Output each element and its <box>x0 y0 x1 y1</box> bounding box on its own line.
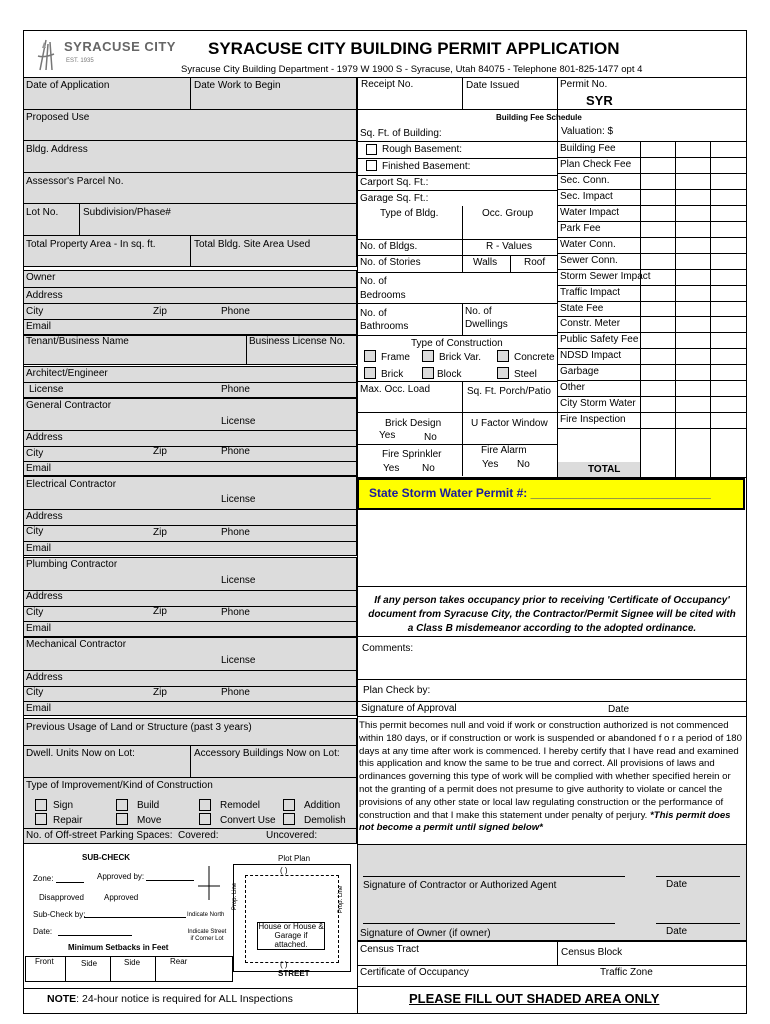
mechanical-contractor-label: Mechanical Contractor <box>26 639 127 650</box>
mc-phone-label: Phone <box>221 687 250 698</box>
business-license-label: Business License No. <box>249 336 346 347</box>
walls-label: Walls <box>473 257 498 268</box>
frame-checkbox[interactable] <box>364 350 376 362</box>
brick-var-checkbox[interactable] <box>422 350 434 362</box>
brick-design-yes[interactable]: Yes <box>379 430 396 441</box>
setback-front: Front <box>35 957 54 966</box>
demolish-checkbox[interactable] <box>283 813 295 825</box>
plot-paren-top: ( ) <box>280 866 288 875</box>
fee-label: Sewer Conn. <box>560 255 618 266</box>
pc-email-label: Email <box>26 623 52 634</box>
subcheck-by-label: Sub-Check by: <box>33 910 86 919</box>
convert-use-label: Convert Use <box>220 815 276 826</box>
setback-side-1: Side <box>81 959 98 968</box>
carport-label: Carport Sq. Ft.: <box>360 177 429 188</box>
approved-label: Approved <box>104 893 139 902</box>
fee-label: Building Fee <box>560 143 616 154</box>
owner-zip-label: Zip <box>153 306 167 317</box>
pc-license-label: License <box>221 575 256 586</box>
sig-owner-label: Signature of Owner (if owner) <box>360 928 491 939</box>
fee-schedule-title: Building Fee Schedule <box>496 113 582 122</box>
plumbing-contractor-label: Plumbing Contractor <box>26 559 118 570</box>
permit-prefix: SYR <box>586 93 613 108</box>
date-of-application-label: Date of Application <box>26 80 110 91</box>
concrete-label: Concrete <box>514 352 555 363</box>
repair-checkbox[interactable] <box>35 813 47 825</box>
prop-line-right: Prop. Line <box>338 885 345 914</box>
fire-sprinkler-no[interactable]: No <box>422 463 435 474</box>
fee-label: Storm Sewer Impact <box>560 271 651 282</box>
receipt-no-label: Receipt No. <box>361 79 414 90</box>
no-of-bathrooms-label: No. of <box>360 308 387 319</box>
subdivision-label: Subdivision/Phase# <box>83 207 171 218</box>
covered-label: Covered: <box>178 830 219 841</box>
rough-basement-checkbox[interactable] <box>366 144 377 155</box>
mc-address-label: Address <box>26 672 63 683</box>
fee-label: Garbage <box>560 366 599 377</box>
architect-license-label: License <box>29 384 64 395</box>
fee-label: Sec. Conn. <box>560 175 610 186</box>
no-of-bedrooms-label: No. of <box>360 276 387 287</box>
subcheck-title: SUB-CHECK <box>82 853 130 862</box>
fee-label: Sec. Impact <box>560 191 613 202</box>
fee-label: Traffic Impact <box>560 287 621 298</box>
certificate-occupancy-label: Certificate of Occupancy <box>360 967 469 978</box>
setback-rear: Rear <box>170 957 188 966</box>
total-bldg-area-label: Total Bldg. Site Area Used <box>194 239 311 250</box>
census-block-label: Census Block <box>561 947 623 958</box>
owner-label: Owner <box>26 272 56 283</box>
concrete-checkbox[interactable] <box>497 350 509 362</box>
plot-paren-bottom: ( ) <box>280 960 288 969</box>
subcheck-date-label: Date: <box>33 927 53 936</box>
steel-label: Steel <box>514 369 537 380</box>
indicate-north-label: Indicate North <box>187 912 225 918</box>
plot-plan-label: Plot Plan <box>278 854 311 863</box>
convert-use-checkbox[interactable] <box>199 813 211 825</box>
fee-label: City Storm Water <box>560 398 636 409</box>
census-tract-label: Census Tract <box>360 944 419 955</box>
sign-label: Sign <box>53 800 74 811</box>
porch-patio-label: Sq. Ft. Porch/Patio <box>467 386 551 397</box>
dwellings-label: Dwellings <box>465 319 508 330</box>
mc-license-label: License <box>221 655 256 666</box>
fire-sprinkler-yes[interactable]: Yes <box>383 463 400 474</box>
ec-phone-label: Phone <box>221 527 250 538</box>
uncovered-label: Uncovered: <box>266 830 318 841</box>
occupancy-warning: If any person takes occupancy prior to receiving 'Certificate of Occupancy' document from Syracuse City, the Contractor/Permit Signee will be cited with a Class B misdemeanor according to the adopted ordinance. <box>368 595 736 634</box>
parking-label: No. of Off-street Parking Spaces: <box>26 830 173 841</box>
owner-address-label: Address <box>26 290 63 301</box>
build-checkbox[interactable] <box>116 799 128 811</box>
ec-license-label: License <box>221 494 256 505</box>
block-checkbox[interactable] <box>422 367 434 379</box>
sign-checkbox[interactable] <box>35 799 47 811</box>
brick-checkbox[interactable] <box>364 367 376 379</box>
storm-water-permit-label: State Storm Water Permit #: ___________________________ <box>369 486 711 500</box>
logo-sub: EST. 1935 <box>66 58 94 64</box>
disapproved-label: Disapproved <box>39 893 84 902</box>
general-contractor-label: General Contractor <box>26 400 112 411</box>
steel-checkbox[interactable] <box>497 367 509 379</box>
brick-var-label: Brick Var. <box>439 352 482 363</box>
permit-no-label: Permit No. <box>560 79 608 90</box>
brick-design-no[interactable]: No <box>424 432 437 443</box>
bldg-address-label: Bldg. Address <box>26 144 88 155</box>
roof-label: Roof <box>524 257 546 268</box>
indicate-street-label: Indicate Street if Corner Lot <box>187 929 227 942</box>
city-logo <box>34 36 176 72</box>
proposed-use-label: Proposed Use <box>26 112 90 123</box>
type-construction-label: Type of Construction <box>411 338 503 349</box>
pc-zip-label: Zip <box>153 606 167 617</box>
dwell-units-label: Dwell. Units Now on Lot: <box>26 748 135 759</box>
owner-email-label: Email <box>26 321 52 332</box>
inspection-note: NOTE: 24-hour notice is required for ALL Inspections <box>47 993 293 1005</box>
max-occ-load-label: Max. Occ. Load <box>360 384 431 395</box>
sig-contractor-label: Signature of Contractor or Authorized Agent <box>363 880 557 891</box>
bedrooms-label: Bedrooms <box>360 290 406 301</box>
date-work-begin-label: Date Work to Begin <box>194 80 281 91</box>
addition-checkbox[interactable] <box>283 799 295 811</box>
occ-group-label: Occ. Group <box>482 208 534 219</box>
ec-zip-label: Zip <box>153 527 167 538</box>
logo-text: SYRACUSE CITY <box>64 39 176 54</box>
total-property-area-label: Total Property Area - In sq. ft. <box>26 239 156 250</box>
plan-check-by-label: Plan Check by: <box>363 685 431 696</box>
ec-email-label: Email <box>26 543 52 554</box>
owner-city-label: City <box>26 306 44 317</box>
mc-zip-label: Zip <box>153 687 167 698</box>
gc-address-label: Address <box>26 432 63 443</box>
build-label: Build <box>137 800 160 811</box>
pc-phone-label: Phone <box>221 607 250 618</box>
fee-label: NDSD Impact <box>560 350 622 361</box>
fee-label: Water Conn. <box>560 239 616 250</box>
frame-label: Frame <box>381 352 410 363</box>
garage-label: Garage Sq. Ft.: <box>360 193 429 204</box>
repair-label: Repair <box>53 815 83 826</box>
sq-ft-building-label: Sq. Ft. of Building: <box>360 128 442 139</box>
gc-zip-label: Zip <box>153 446 167 457</box>
mc-city-label: City <box>26 687 44 698</box>
finished-basement-checkbox[interactable] <box>366 160 377 171</box>
gc-email-label: Email <box>26 463 52 474</box>
department-address: Syracuse City Building Department - 1979 W 1900 S - Syracuse, Utah 84075 - Telephone 801-825-1477 opt 4 <box>181 64 643 75</box>
street-label: STREET <box>278 969 310 978</box>
fire-sprinkler-label: Fire Sprinkler <box>382 449 442 460</box>
pc-address-label: Address <box>26 591 63 602</box>
brick-design-label: Brick Design <box>385 418 442 429</box>
fill-shaded-notice: PLEASE FILL OUT SHADED AREA ONLY <box>409 991 660 1006</box>
accessory-buildings-label: Accessory Buildings Now on Lot: <box>194 748 340 759</box>
u-factor-label: U Factor Window <box>471 418 548 429</box>
no-of-dwellings-label: No. of <box>465 306 492 317</box>
move-checkbox[interactable] <box>116 813 128 825</box>
rough-basement-label: Rough Basement: <box>382 144 463 155</box>
date-issued-label: Date Issued <box>466 80 520 91</box>
gc-phone-label: Phone <box>221 446 250 457</box>
total-label: TOTAL <box>588 464 621 475</box>
comments-label: Comments: <box>362 643 414 654</box>
ec-address-label: Address <box>26 511 63 522</box>
lot-no-label: Lot No. <box>26 207 59 218</box>
house-label: House or House & Garage if attached. <box>258 922 324 949</box>
demolish-label: Demolish <box>304 815 346 826</box>
gc-license-label: License <box>221 416 256 427</box>
page-title: SYRACUSE CITY BUILDING PERMIT APPLICATION <box>208 39 620 58</box>
parcel-no-label: Assessor's Parcel No. <box>26 176 124 187</box>
r-values-label: R - Values <box>486 241 532 252</box>
remodel-checkbox[interactable] <box>199 799 211 811</box>
tenant-label: Tenant/Business Name <box>26 336 129 347</box>
zone-label: Zone: <box>33 874 54 883</box>
sig-owner-date: Date <box>666 926 688 937</box>
addition-label: Addition <box>304 800 341 811</box>
fee-label: Constr. Meter <box>560 318 621 329</box>
prop-line-left: Prop. Line <box>232 882 239 911</box>
type-improvement-label: Type of Improvement/Kind of Construction <box>26 780 213 791</box>
min-setbacks-label: Minimum Setbacks in Feet <box>68 943 169 952</box>
traffic-zone-label: Traffic Zone <box>600 967 653 978</box>
fee-label: Park Fee <box>560 223 601 234</box>
architect-phone-label: Phone <box>221 384 250 395</box>
setback-side-2: Side <box>124 958 141 967</box>
gc-city-label: City <box>26 448 44 459</box>
signature-section[interactable] <box>357 844 747 941</box>
fire-alarm-no[interactable]: No <box>517 459 530 470</box>
valuation-label: Valuation: $ <box>561 126 614 137</box>
certification-statement: This permit becomes null and void if work or construction authorized is not commenced within 180 days, or if construction or work is suspended or abandoned f o r a period of 180 days at any time after work is commenced. I hereby certify that I have read and examined this application and know the same to be true and correct. All provisions of laws and ordinances governing this type of work will be complied with whether specified herein or not the granting of a permit does not presume to give authority to violate or cancel the provisions of any other state or local law regulating construction or the performance of construction and that I make this statement under penalty of perjury. *This permit does not become a permit until signed below* <box>359 720 742 834</box>
fire-alarm-label: Fire Alarm <box>481 445 527 456</box>
sig-contractor-date: Date <box>666 879 688 890</box>
north-arrow-icon <box>198 866 220 900</box>
fire-alarm-yes[interactable]: Yes <box>482 459 499 470</box>
block-label: Block <box>437 369 462 380</box>
remodel-label: Remodel <box>220 800 261 811</box>
ec-city-label: City <box>26 526 44 537</box>
approval-date-label: Date <box>608 704 630 715</box>
fee-label: Public Safety Fee <box>560 334 639 345</box>
architect-label: Architect/Engineer <box>26 368 108 379</box>
owner-phone-label: Phone <box>221 306 250 317</box>
fee-label: State Fee <box>560 303 604 314</box>
type-bldg-label: Type of Bldg. <box>380 208 439 219</box>
no-stories-label: No. of Stories <box>360 257 421 268</box>
approved-by-label: Approved by: <box>97 872 145 881</box>
finished-basement-label: Finished Basement: <box>382 161 471 172</box>
bathrooms-label: Bathrooms <box>360 321 409 332</box>
no-bldgs-label: No. of Bldgs. <box>360 241 418 252</box>
pc-city-label: City <box>26 607 44 618</box>
electrical-contractor-label: Electrical Contractor <box>26 479 117 490</box>
fee-label: Water Impact <box>560 207 620 218</box>
previous-usage-label: Previous Usage of Land or Structure (past 3 years) <box>26 722 252 733</box>
fee-label: Plan Check Fee <box>560 159 632 170</box>
fee-label: Other <box>560 382 586 393</box>
move-label: Move <box>137 815 162 826</box>
brick-label: Brick <box>381 369 404 380</box>
mc-email-label: Email <box>26 703 52 714</box>
fee-label: Fire Inspection <box>560 414 626 425</box>
signature-approval-label: Signature of Approval <box>361 703 457 714</box>
